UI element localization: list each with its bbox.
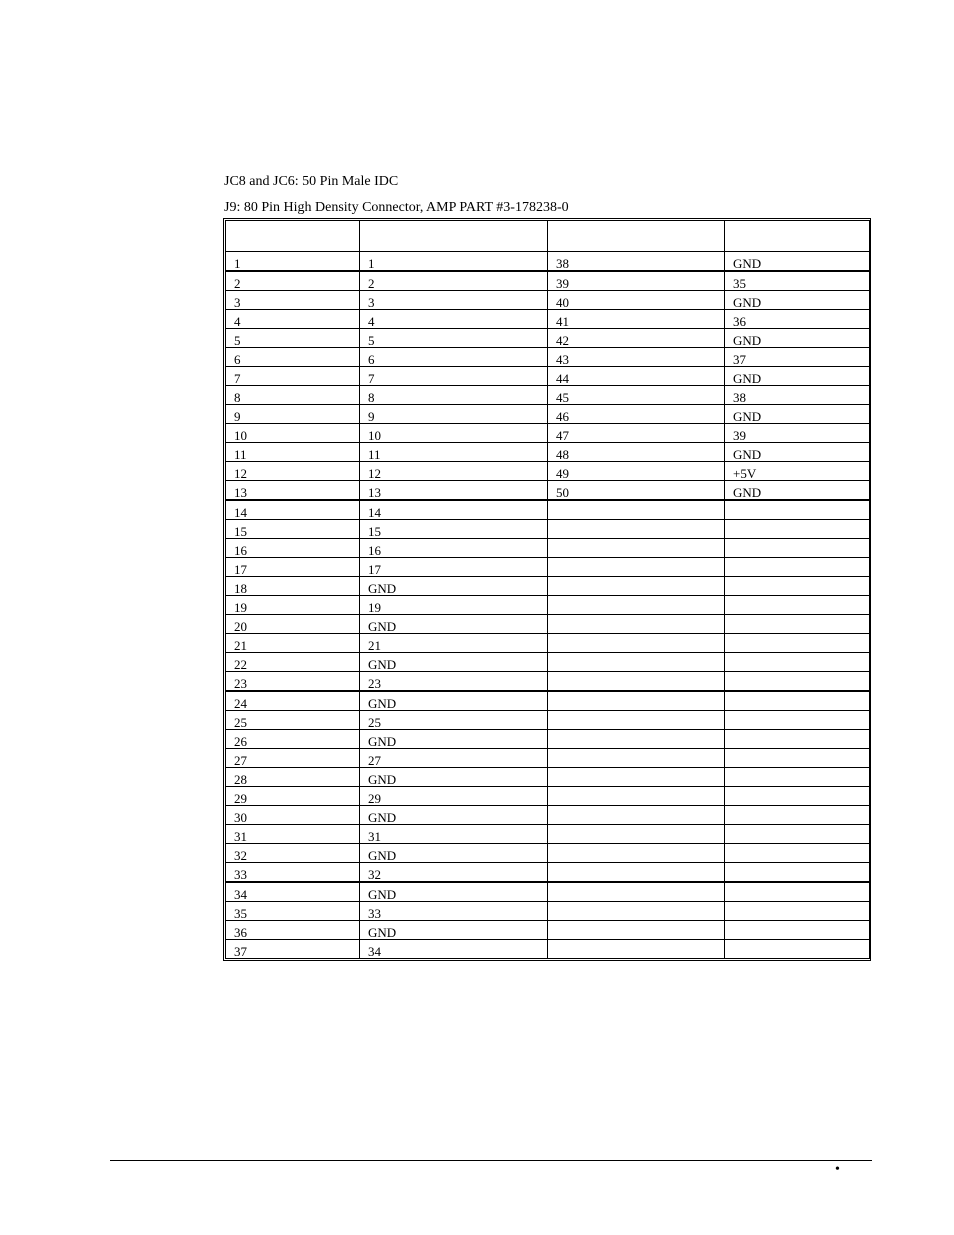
pin-table-frame [223,218,871,961]
table-cell: 47 [548,424,725,443]
table-cell: 16 [226,539,360,558]
table-cell: 34 [360,940,548,959]
table-cell [725,730,870,749]
table-cell [548,634,725,653]
table-row [226,271,870,291]
table-cell [725,825,870,844]
table-cell: GND [360,653,548,672]
table-cell [548,577,725,596]
table-cell: 13 [226,481,360,501]
table-cell: 12 [226,462,360,481]
table-row [226,615,870,634]
table-cell: 35 [725,271,870,291]
table-cell [548,882,725,902]
table-row [226,672,870,692]
table-cell: 10 [360,424,548,443]
table-cell: 44 [548,367,725,386]
table-cell: GND [360,806,548,825]
header-cell [548,221,725,252]
table-cell [725,596,870,615]
table-cell [548,921,725,940]
table-cell: GND [725,291,870,310]
table-cell: 33 [360,902,548,921]
table-cell [548,730,725,749]
table-cell: 1 [360,252,548,272]
table-cell [725,691,870,711]
table-cell: 31 [360,825,548,844]
table-row [226,768,870,787]
table-row [226,500,870,520]
table-cell: 45 [548,386,725,405]
table-cell: 28 [226,768,360,787]
table-row [226,596,870,615]
table-row [226,825,870,844]
table-row [226,882,870,902]
table-row [226,902,870,921]
table-cell [725,615,870,634]
table-cell: 15 [226,520,360,539]
table-cell [725,787,870,806]
table-cell: 41 [548,310,725,329]
table-cell: 5 [226,329,360,348]
table-cell: 48 [548,443,725,462]
footer-rule [110,1160,872,1161]
table-cell: 21 [360,634,548,653]
table-cell: 8 [360,386,548,405]
header-cell [360,221,548,252]
table-cell [725,749,870,768]
table-row [226,443,870,462]
table-cell [548,902,725,921]
table-cell: 32 [360,863,548,883]
table-cell: 1 [226,252,360,272]
table-cell [725,520,870,539]
table-cell: 23 [360,672,548,692]
table-cell: 20 [226,615,360,634]
table-cell: 24 [226,691,360,711]
table-cell: 39 [725,424,870,443]
table-cell: 3 [226,291,360,310]
table-row [226,711,870,730]
table-cell: 19 [360,596,548,615]
table-cell [548,940,725,959]
table-cell [725,863,870,883]
table-cell: 17 [360,558,548,577]
table-cell: 4 [360,310,548,329]
header-cell [226,221,360,252]
table-cell: 40 [548,291,725,310]
table-cell: GND [725,481,870,501]
table-cell [725,539,870,558]
table-cell: 38 [725,386,870,405]
table-cell [725,500,870,520]
table-header-row [226,221,870,252]
table-cell: 3 [360,291,548,310]
table-cell: 43 [548,348,725,367]
table-cell: 14 [360,500,548,520]
table-cell [548,825,725,844]
table-cell: 37 [725,348,870,367]
table-row [226,386,870,405]
table-row [226,577,870,596]
table-cell: 10 [226,424,360,443]
table-cell: GND [725,443,870,462]
table-cell: 5 [360,329,548,348]
table-row [226,940,870,959]
table-cell: GND [360,844,548,863]
table-cell: 17 [226,558,360,577]
table-cell [548,768,725,787]
table-cell: 46 [548,405,725,424]
table-cell [725,558,870,577]
table-cell: GND [360,691,548,711]
table-cell [725,902,870,921]
table-cell: 15 [360,520,548,539]
table-cell: 4 [226,310,360,329]
table-cell: 2 [226,271,360,291]
table-row [226,329,870,348]
table-cell: GND [360,615,548,634]
table-cell: 14 [226,500,360,520]
table-cell: 27 [360,749,548,768]
table-row [226,405,870,424]
table-cell [548,844,725,863]
table-cell: 6 [360,348,548,367]
table-cell [548,863,725,883]
table-cell: GND [360,882,548,902]
table-cell: 6 [226,348,360,367]
table-cell: 31 [226,825,360,844]
table-cell: 12 [360,462,548,481]
table-cell: 18 [226,577,360,596]
table-cell: GND [725,405,870,424]
table-cell [725,653,870,672]
table-cell: 2 [360,271,548,291]
table-cell: 25 [360,711,548,730]
table-cell: 11 [226,443,360,462]
table-cell: GND [360,921,548,940]
j9-connector-heading: J9: 80 Pin High Density Connector, AMP PART #3-178238-0 [224,200,569,215]
table-row [226,787,870,806]
table-cell [548,691,725,711]
footer-bullet: • [835,1162,840,1177]
table-cell: 7 [360,367,548,386]
table-cell [725,711,870,730]
table-row [226,691,870,711]
table-cell [725,634,870,653]
table-row [226,539,870,558]
table-cell [725,882,870,902]
table-cell: 36 [226,921,360,940]
table-row [226,348,870,367]
table-cell: 8 [226,386,360,405]
pin-assignment-table [225,220,870,959]
table-cell [548,558,725,577]
table-row [226,634,870,653]
table-cell [725,806,870,825]
header-cell [725,221,870,252]
table-row [226,749,870,768]
table-cell [725,768,870,787]
jc-connector-heading: JC8 and JC6: 50 Pin Male IDC [224,174,399,189]
table-cell: 29 [226,787,360,806]
table-cell [548,500,725,520]
table-cell: 19 [226,596,360,615]
table-row [226,806,870,825]
table-cell: 29 [360,787,548,806]
table-row [226,863,870,883]
table-cell [548,672,725,692]
table-cell: 33 [226,863,360,883]
table-row [226,921,870,940]
table-row [226,844,870,863]
table-cell [548,806,725,825]
table-row [226,424,870,443]
table-cell: 26 [226,730,360,749]
table-cell [725,940,870,959]
table-cell: 30 [226,806,360,825]
table-cell: 39 [548,271,725,291]
table-cell [548,539,725,558]
table-cell: 42 [548,329,725,348]
table-cell [548,749,725,768]
table-cell: 25 [226,711,360,730]
table-cell: 36 [725,310,870,329]
table-row [226,558,870,577]
table-cell: 11 [360,443,548,462]
table-row [226,481,870,501]
table-cell [725,844,870,863]
table-cell: GND [360,730,548,749]
table-cell: 38 [548,252,725,272]
table-cell: GND [725,329,870,348]
table-cell [725,577,870,596]
table-cell: 27 [226,749,360,768]
table-cell [548,596,725,615]
table-cell: 23 [226,672,360,692]
table-cell: GND [725,252,870,272]
table-cell [548,615,725,634]
table-cell: GND [725,367,870,386]
pin-table-body [226,221,870,959]
table-cell: 16 [360,539,548,558]
table-cell: 21 [226,634,360,653]
table-cell [548,653,725,672]
table-cell: GND [360,768,548,787]
table-cell: 9 [226,405,360,424]
table-row [226,520,870,539]
table-cell: 13 [360,481,548,501]
table-cell: 37 [226,940,360,959]
table-row [226,653,870,672]
table-row [226,291,870,310]
table-row [226,310,870,329]
table-cell: 32 [226,844,360,863]
table-cell: 34 [226,882,360,902]
table-cell: 50 [548,481,725,501]
table-row [226,730,870,749]
table-cell: 49 [548,462,725,481]
table-cell: 7 [226,367,360,386]
table-row [226,367,870,386]
table-row [226,462,870,481]
table-cell [725,921,870,940]
table-cell [725,672,870,692]
table-cell: 9 [360,405,548,424]
table-cell: +5V [725,462,870,481]
table-cell [548,711,725,730]
table-cell: 22 [226,653,360,672]
table-row [226,252,870,272]
table-cell: 35 [226,902,360,921]
table-cell [548,787,725,806]
table-cell [548,520,725,539]
table-cell: GND [360,577,548,596]
